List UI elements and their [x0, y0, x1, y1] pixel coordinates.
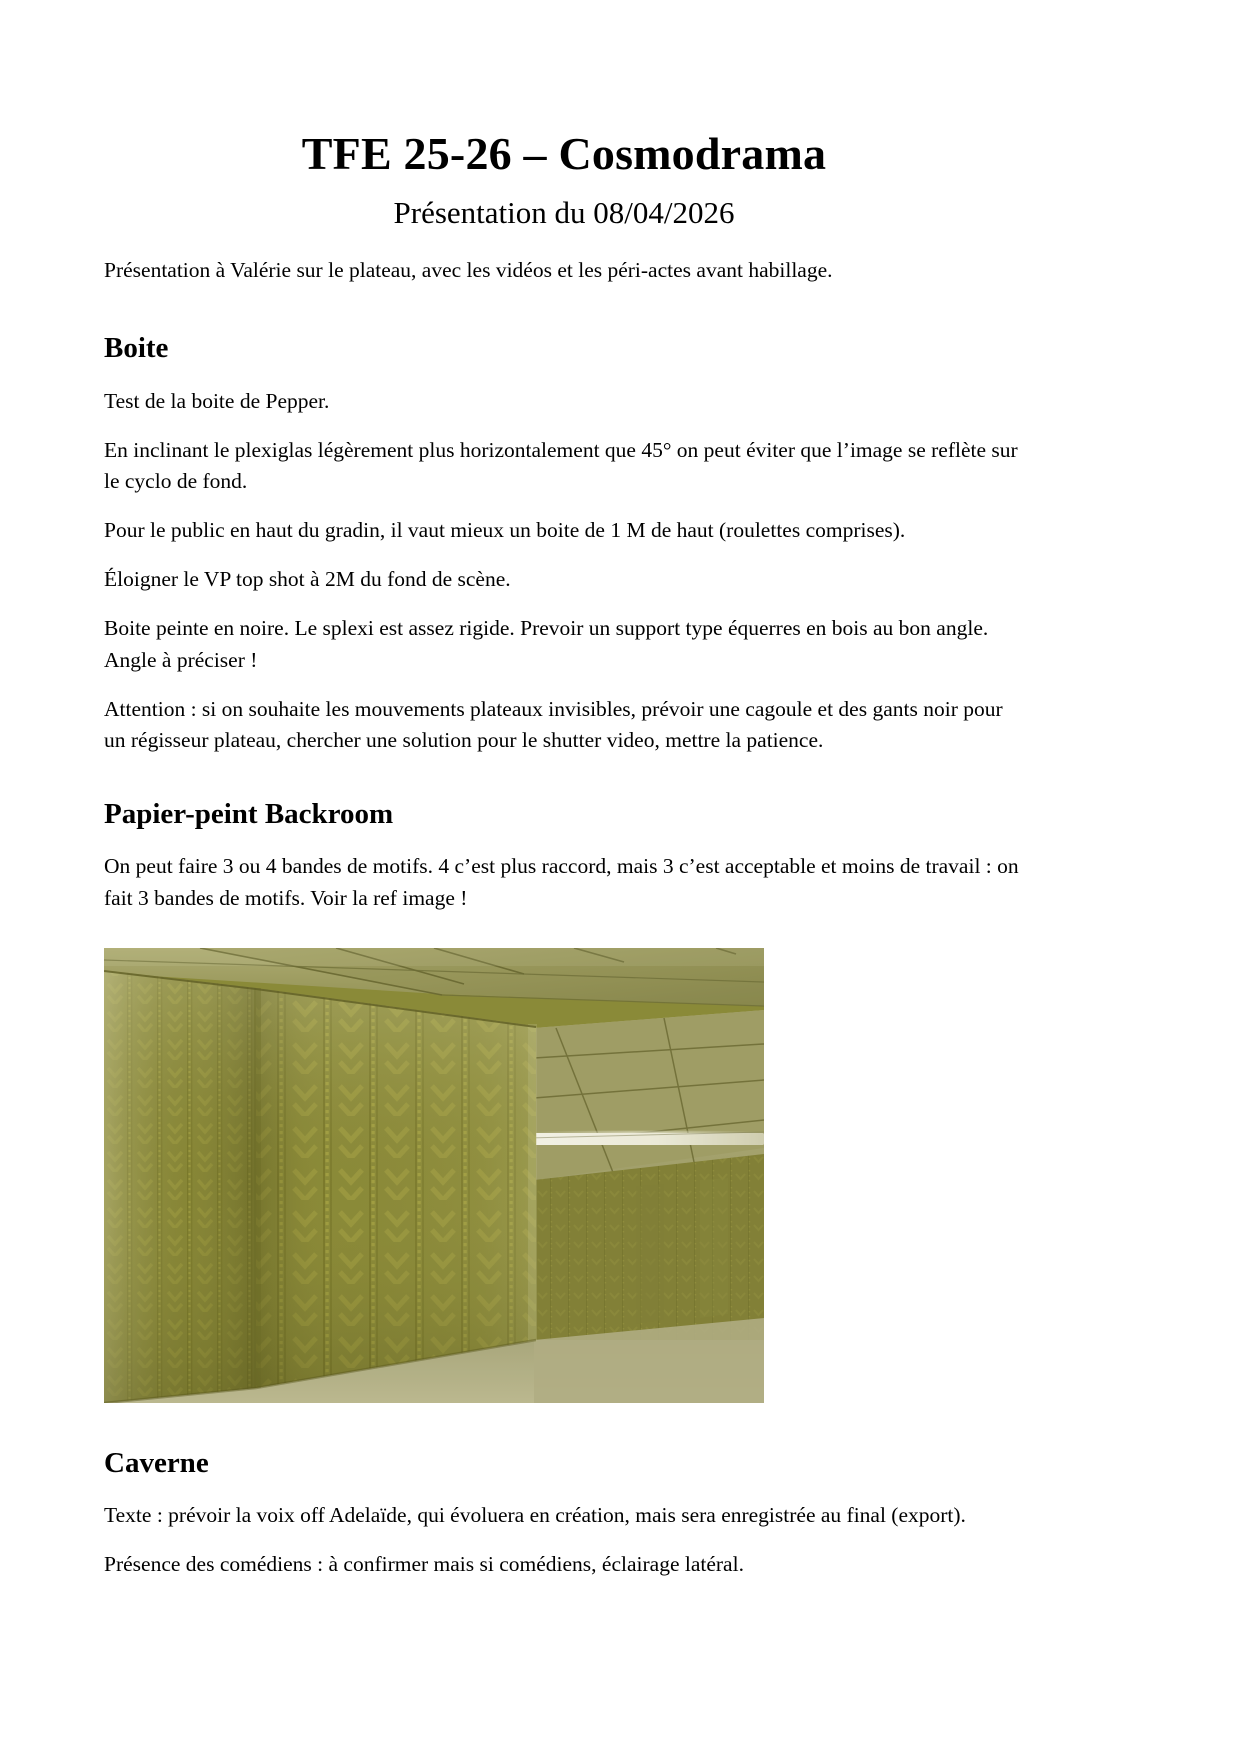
section-heading-papier-peint-backroom: Papier-peint Backroom: [104, 798, 394, 831]
document-content: [104, 0, 1024, 1580]
section-heading-caverne: Caverne: [104, 1446, 209, 1479]
caverne-paragraph-2: Présence des comédiens : à confirmer mais si comédiens, éclairage latéral.: [104, 1552, 744, 1577]
section-heading-boite: Boite: [104, 332, 169, 365]
page-subtitle: Présentation du 08/04/2026: [393, 194, 735, 230]
boite-paragraph-3: Pour le public en haut du gradin, il vaut mieux un boite de 1 M de haut (roulettes comprises).: [104, 518, 906, 543]
boite-paragraph-5: Boite peinte en noire. Le splexi est assez rigide. Prevoir un support type équerres en bois au bon angle. Angle à préciser !: [104, 616, 989, 672]
intro-paragraph: Présentation à Valérie sur le plateau, avec les vidéos et les péri-actes avant habillage.: [104, 257, 833, 282]
backrooms-reference-image: [104, 948, 764, 1403]
backrooms-reference-figure: [104, 914, 764, 1403]
boite-paragraph-1: Test de la boite de Pepper.: [104, 388, 330, 413]
papier-paragraph-1: On peut faire 3 ou 4 bandes de motifs. 4 c’est plus raccord, mais 3 c’est acceptable et moins de travail : on fait 3 bandes de motifs. Voir la ref image !: [104, 854, 1019, 910]
page-title: TFE 25-26 – Cosmodrama: [301, 128, 827, 179]
boite-paragraph-4: Éloigner le VP top shot à 2M du fond de scène.: [104, 567, 511, 592]
backrooms-illustration: [104, 948, 764, 1403]
caverne-paragraph-1: Texte : prévoir la voix off Adelaïde, qui évoluera en création, mais sera enregistrée au final (export).: [104, 1503, 966, 1528]
boite-paragraph-2: En inclinant le plexiglas légèrement plus horizontalement que 45° on peut éviter que l’image se reflète sur le cyclo de fond.: [104, 437, 1018, 493]
boite-paragraph-6: Attention : si on souhaite les mouvements plateaux invisibles, prévoir une cagoule et des gants noir pour un régisseur plateau, chercher une solution pour le shutter video, mettre la patience.: [104, 696, 1003, 752]
